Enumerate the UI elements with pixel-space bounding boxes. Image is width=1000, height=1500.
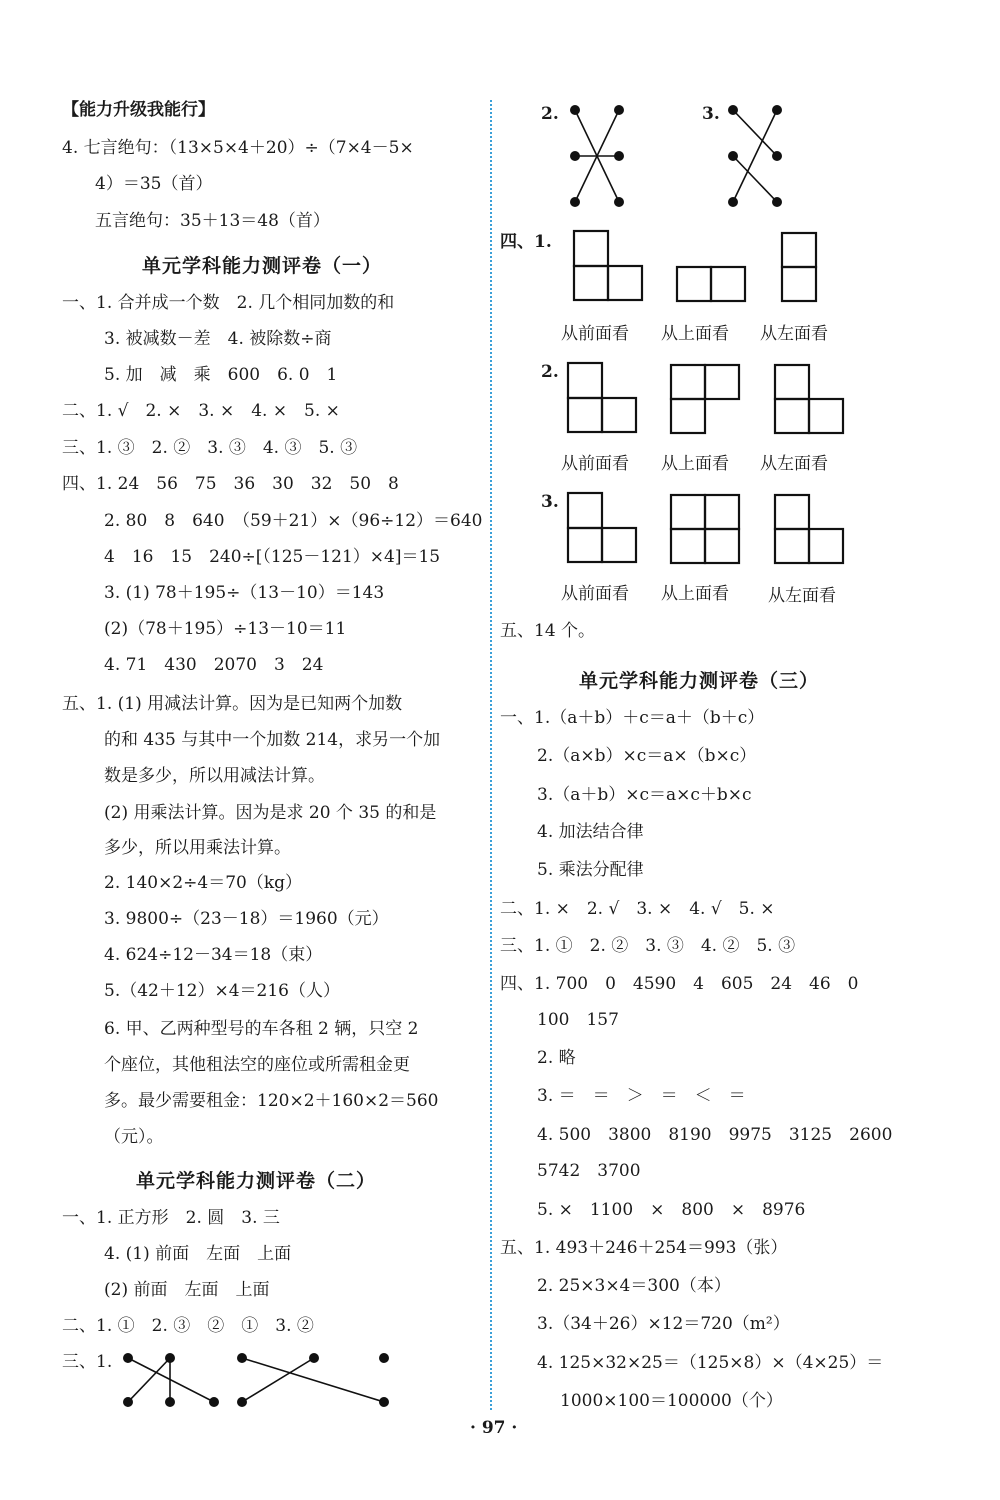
section-heading-upgrade: 【能力升级我能行】: [62, 100, 215, 120]
answer-line: 6. 甲、乙两种型号的车各租 2 辆，只空 2: [104, 1019, 419, 1039]
view-left-1: [781, 232, 821, 304]
answer-line: (2)（78＋195）÷13－10＝11: [104, 619, 347, 639]
answer-line: 多。最少需要租金：120×2＋160×2＝560: [104, 1091, 439, 1111]
test2-title: 单元学科能力测评卷（二）: [136, 1170, 377, 1192]
answer-line: 三、1.: [62, 1352, 113, 1372]
view-top-3: [670, 494, 742, 566]
view-caption: 从上面看: [661, 584, 729, 604]
view-front-3: [567, 492, 639, 564]
answer-line: 3. 9800÷（23－18）＝1960（元）: [104, 909, 389, 929]
view-caption: 从左面看: [760, 454, 828, 474]
answer-line: 个座位，其他租法空的座位或所需租金更: [104, 1055, 410, 1075]
matching-diagram-left: [122, 1352, 392, 1412]
answer-line: 多少，所以用乘法计算。: [104, 838, 291, 858]
answer-line: 5.（42＋12）×4＝216（人）: [104, 981, 340, 1001]
answer-line: 五、1. (1) 用减法计算。因为是已知两个加数: [62, 694, 403, 714]
answer-line: 五、14 个。: [500, 621, 596, 641]
view-left-3: [774, 494, 846, 566]
answer-line: 一、1. 合并成一个数 2. 几个相同加数的和: [62, 293, 395, 313]
answer-line: 2.（a×b）×c＝a×（b×c）: [537, 746, 757, 766]
answer-line: 4. 500 3800 8190 9975 3125 2600: [537, 1125, 893, 1145]
answer-line: 5. 乘法分配律: [537, 860, 644, 880]
answer-line: 一、1.（a＋b）＋c＝a＋（b＋c）: [500, 708, 765, 728]
view-front-2: [567, 362, 639, 434]
view-top-2: [670, 364, 742, 436]
answer-line: (2) 用乘法计算。因为是求 20 个 35 的和是: [104, 803, 437, 823]
answer-line: 四、1. 700 0 4590 4 605 24 46 0: [500, 974, 859, 994]
view-caption: 从前面看: [561, 454, 629, 474]
view-caption: 从左面看: [760, 324, 828, 344]
answer-line: 5. × 1100 × 800 × 8976: [537, 1200, 806, 1220]
answer-line: 二、1. ① 2. ③ ② ① 3. ②: [62, 1316, 314, 1336]
answer-line: 4. 加法结合律: [537, 822, 644, 842]
view-caption: 从前面看: [561, 584, 629, 604]
answer-line: 3.（34＋26）×12＝720（m²）: [537, 1314, 790, 1334]
answer-line: 五、1. 493＋246＋254＝993（张）: [500, 1238, 788, 1258]
answer-line: 3. (1) 78＋195÷（13－10）＝143: [104, 583, 385, 603]
section-label: 四、1.: [500, 232, 552, 252]
answer-line: 4. (1) 前面 左面 上面: [104, 1244, 292, 1264]
answer-line: （元）。: [104, 1127, 164, 1147]
answer-line: 4 16 15 240÷[（125－121）×4]＝15: [104, 547, 441, 567]
view-left-2: [774, 364, 846, 436]
answer-line: 5742 3700: [537, 1161, 641, 1181]
view-front-1: [573, 230, 645, 302]
answer-line: 4）＝35（首）: [95, 174, 213, 194]
answer-line: 4. 624÷12－34＝18（束）: [104, 945, 323, 965]
answer-line: 3. ＝ ＝ ＞ ＝ ＜ ＝: [537, 1086, 746, 1106]
answer-line: 3.（a＋b）×c＝a×c＋b×c: [537, 785, 752, 805]
view-caption: 从上面看: [661, 454, 729, 474]
answer-line: 1000×100＝100000（个）: [560, 1391, 783, 1411]
answer-line: 100 157: [537, 1010, 619, 1030]
answer-line: 2. 80 8 640 （59＋21）×（96÷12）＝640: [104, 511, 483, 531]
answer-line: 一、1. 正方形 2. 圆 3. 三: [62, 1208, 280, 1228]
answer-line: 4. 71 430 2070 3 24: [104, 655, 324, 675]
view-caption: 从上面看: [661, 324, 729, 344]
answer-line: 三、1. ③ 2. ② 3. ③ 4. ③ 5. ③: [62, 438, 358, 458]
matching-diagram-3: [727, 104, 787, 214]
answer-line: 数是多少，所以用减法计算。: [104, 766, 325, 786]
answer-line: 二、1. √ 2. × 3. × 4. × 5. ×: [62, 401, 340, 421]
view-top-1: [676, 266, 748, 306]
answer-line: 三、1. ① 2. ② 3. ③ 4. ② 5. ③: [500, 936, 796, 956]
row-label: 3.: [541, 492, 559, 512]
row-label: 2.: [541, 362, 559, 382]
view-caption: 从左面看: [768, 586, 836, 606]
answer-line: 二、1. × 2. √ 3. × 4. √ 5. ×: [500, 899, 775, 919]
column-divider: [490, 100, 492, 1410]
answer-line: (2) 前面 左面 上面: [104, 1280, 270, 1300]
test1-title: 单元学科能力测评卷（一）: [142, 255, 383, 277]
match-label: 2.: [541, 104, 559, 124]
answer-line: 五言绝句：35＋13＝48（首）: [95, 211, 330, 231]
answer-line: 四、1. 24 56 75 36 30 32 50 8: [62, 474, 399, 494]
test3-title: 单元学科能力测评卷（三）: [579, 670, 820, 692]
answer-line: 2. 25×3×4＝300（本）: [537, 1276, 731, 1296]
answer-line: 4. 125×32×25＝（125×8）×（4×25）＝: [537, 1353, 884, 1373]
page-number: · 97 ·: [470, 1418, 518, 1438]
answer-line: 的和 435 与其中一个加数 214，求另一个加: [104, 730, 441, 750]
answer-line: 3. 被减数－差 4. 被除数÷商: [104, 329, 332, 349]
answer-line: 4. 七言绝句：（13×5×4＋20）÷（7×4－5×: [62, 138, 414, 158]
answer-line: 2. 140×2÷4＝70（kg）: [104, 873, 303, 893]
answer-line: 5. 加 减 乘 600 6. 0 1: [104, 365, 338, 385]
view-caption: 从前面看: [561, 324, 629, 344]
match-label: 3.: [702, 104, 720, 124]
answer-line: 2. 略: [537, 1048, 576, 1068]
matching-diagram-2: [569, 104, 629, 214]
